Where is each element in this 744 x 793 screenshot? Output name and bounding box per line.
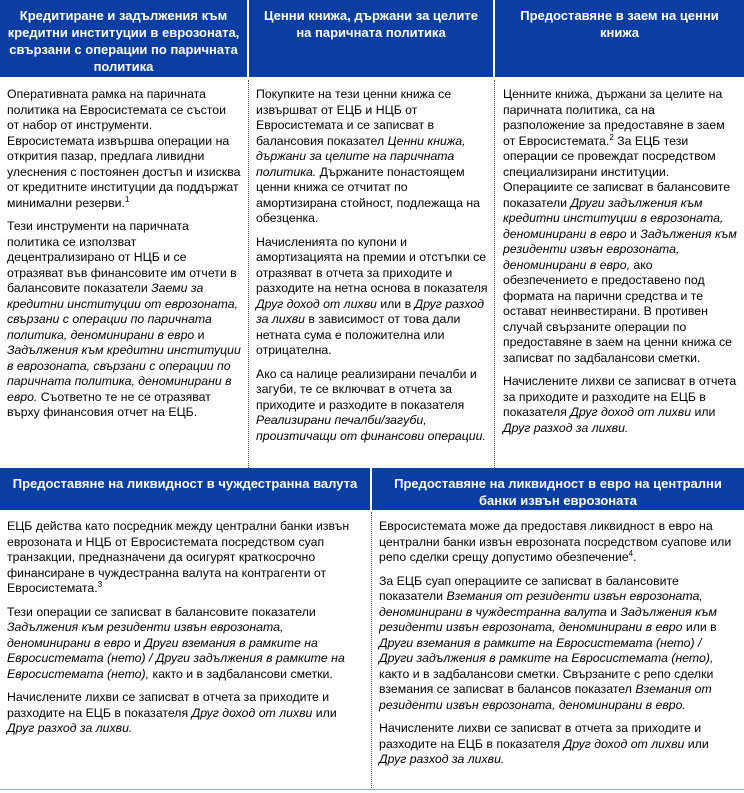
header-securities-lending (495, 0, 744, 77)
paragraph: Покупките на тези ценни книжа се извършват от ЕЦБ и НЦБ от Евросистемата и се записват в балансовия показател Ценни книжа, държани за целите на паричната политика. Държаните понастоящем ценни книжа се отчитат по амортизирана стойност, подлежаща на обезценка. (256, 87, 481, 225)
cell-lending-credit-institutions (0, 87, 248, 429)
paragraph: ЕЦБ действа като посредник между централни банки извън еврозоната и НЦБ от Евросистемата посредством суап транзакции, предназначени да осигурят краткосрочно финансиране в чуждестранна валута на контрагенти от Евросистемата.$^3$ (7, 519, 350, 595)
header-foreign-currency-liquidity (0, 468, 370, 510)
cell-securities-monetary-policy (249, 87, 495, 452)
paragraph: Ценните книжа, държани за целите на паричната политика, са на разположение за предоставяне в заем от Евросистемата.$^2$ За ЕЦБ тези операции се провеждат посредством специализирани институции. (503, 87, 725, 179)
cell-euro-liquidity-noneuro-banks (372, 519, 744, 776)
header-foreign-currency-liquidity-text: Предоставяне на ликвидност в чуждестранна валута (12, 476, 358, 491)
paragraph: Тези операции се записват в балансовите показатели Задължения към резиденти извън еврозоната, деноминирани в евро и Други вземания в рамките на Евросистемата (нето) / Други задължения в рамките на Евросистемата (нето), както и в задбалансови сметки. (7, 604, 345, 681)
paragraph: За ЕЦБ суап операциите се записват в балансовите показатели Вземания от резиденти извън еврозоната, деноминирани в чуждестранна валута и Задължения към резиденти извън еврозоната, деноминирани в евро или в Други вземания в рамките на Евросистемата (нето) / Други задължения в рамките на Евросистемата (нето), както и в задбалансови сметки. Свързаните с репо сделки вземания се записват в балансов показател Вземания от резиденти извън еврозоната, деноминирани в евро. (379, 573, 717, 712)
paragraph: Начислените лихви се записват в отчета за приходите и разходите на ЕЦБ в показателя Друг доход от лихви или Друг разход за лихви. (503, 374, 737, 435)
header-lending-credit-institutions (0, 0, 247, 77)
header-securities-monetary-policy-text: Ценни книжа, държани за целите на паричната политика (264, 8, 478, 40)
header-lending-credit-institutions-text: Кредитиране и задължения към кредитни институции в еврозоната, свързани с операции по паричната политика (7, 8, 240, 74)
column-divider (494, 80, 495, 468)
cell-foreign-currency-liquidity (0, 519, 370, 745)
column-divider (248, 80, 249, 468)
paragraph: Начислените лихви се записват в отчета за приходите и разходите на ЕЦБ в показателя Друг доход от лихви или Друг разход за лихви. (379, 721, 709, 766)
paragraph: Евросистемата може да предоставя ликвидност в евро на централни банки извън еврозоната посредством суапове или репо сделки срещу допустимо обезпечение$^4$. (379, 519, 732, 564)
paragraph: Операциите се записват в балансовите показатели Други задължения към кредитни институции в еврозоната, деноминирани в евро и Задължения към резиденти извън еврозоната, деноминирани в евро, ако обезпечението е предоставено под формата на парични средства и те остават неинвестирани. В противен случай свързаните операции по предоставяне в заем на ценни книжа се записват по задбалансови сметки. (503, 180, 737, 365)
header-euro-liquidity-noneuro-banks (372, 468, 744, 510)
paragraph: Начисленията по купони и амортизацията на премии и отстъпки се отразяват в отчета за приходите и разходите на нетна основа в показателя Друг доход от лихви или в Друг разход за лихви в зависимост от това дали нетната сума е положителна или отрицателна. (256, 234, 488, 357)
header-euro-liquidity-noneuro-banks-text: Предоставяне на ликвидност в евро на централни банки извън еврозоната (394, 476, 722, 508)
paragraph: Тези инструменти на паричната политика се използват децентрализирано от НЦБ и се отразяват във финансовите им отчети в балансовите показатели Заеми за кредитни институции от еврозоната, свързани с операции по паричната политика, деноминирани в евро и Задължения към кредитни институции в еврозоната, свързани с операции по паричната политика, деноминирани в евро. Съответно те не се отразяват върху финансовия отчет на ЕЦБ. (7, 219, 241, 419)
header-securities-lending-text: Предоставяне в заем на ценни книжа (520, 8, 719, 40)
paragraph: Ако са налице реализирани печалби и загуби, те се включват в отчета за приходите и разходите в показателя Реализирани печалби/загуби, произтичащи от финансови операции. (256, 366, 486, 443)
cell-securities-lending (496, 87, 744, 444)
paragraph: Начислените лихви се записват в отчета за приходите и разходите на ЕЦБ в показателя Друг доход от лихви или Друг разход за лихви. (7, 690, 337, 735)
paragraph: Оперативната рамка на паричната политика на Евросистемата се състои от набор от инструменти. Евросистемата извършва операции на открития пазар, предлага ливидни улеснения с постоянен достъп и изисква от кредитните институции да поддържат минимални резерви.$^1$ (7, 87, 241, 210)
table-bottom-rule (0, 789, 744, 790)
header-securities-monetary-policy (249, 0, 493, 77)
column-divider (371, 512, 372, 788)
